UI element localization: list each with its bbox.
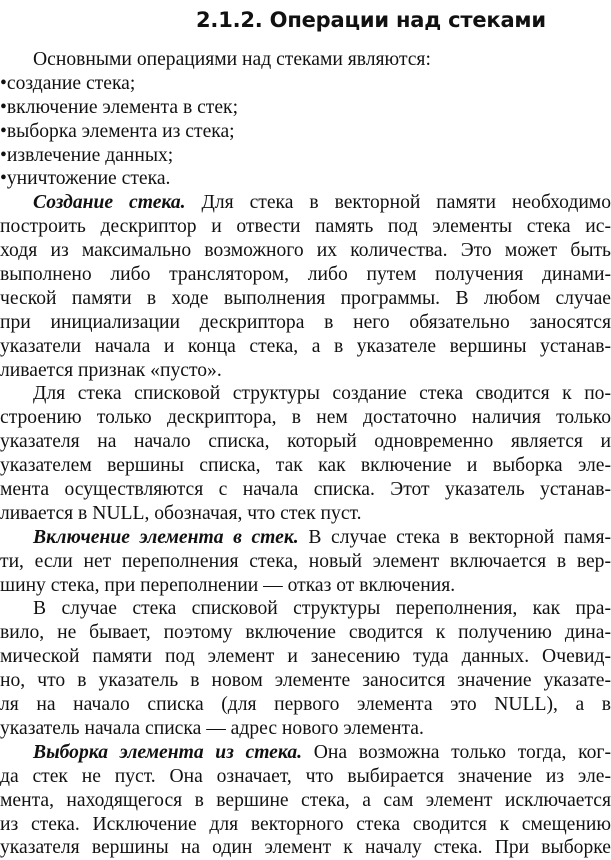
- bullet-item: [0, 144, 611, 168]
- bullet-dot: •: [0, 168, 7, 190]
- text-line: указатель начала списка — адрес нового элемента.: [0, 717, 424, 739]
- section-heading: 2.1.2. Операции над стеками: [196, 8, 546, 32]
- bullet-item: [0, 96, 611, 120]
- bullet-item: [0, 167, 611, 191]
- text-line: ливается в NULL, обозначая, что стек пуст.: [0, 502, 362, 524]
- text-line: указателя на начало списка, который одновременно является и: [0, 431, 611, 453]
- text-line: построить дескриптор и отвести память под элементы стека ис-: [0, 216, 611, 238]
- paragraph-first-line: Создание стека. Для стека в векторной памяти необходимо: [33, 192, 611, 214]
- text-line: строению только дескриптора, в нем достаточно наличия только: [0, 407, 611, 429]
- intro-line: Основными операциями над стеками являются:: [33, 49, 431, 70]
- text-line: выполнено либо транслятором, либо путем получения динами-: [0, 264, 611, 286]
- bullet-text: уничтожение стека.: [6, 168, 171, 190]
- bullet-dot: •: [0, 96, 7, 118]
- text-line: да стек не пуст. Она означает, что выбирается значение из эле-: [0, 765, 611, 787]
- text-line: вило, не бывает, поэтому включение сводится к получению дина-: [0, 622, 611, 644]
- bullet-item: [0, 72, 611, 96]
- paragraph-first-line: Для стека списковой структуры создание стека сводится к по-: [33, 383, 611, 405]
- text-line: мента осуществляются с начала списка. Этот указатель устанав-: [0, 479, 611, 501]
- text-line: мента, находящегося в вершине стека, а сам элемент исключается: [0, 789, 611, 811]
- body-text: [0, 48, 611, 860]
- bullet-dot: •: [0, 120, 7, 142]
- text-line: при инициализации дескриптора в него обязательно заносятся: [0, 311, 611, 333]
- term-push-element: Включение элемента в стек.: [33, 526, 299, 548]
- text-line: ти, если нет переполнения стека, новый элемент включается в вер-: [0, 550, 611, 572]
- text-line: ля на начало списка (для первого элемента это NULL), а в: [0, 694, 611, 716]
- bullet-text: создание стека;: [6, 72, 136, 94]
- paragraph-first-line: В случае стека списковой структуры переполнения, как пра-: [33, 598, 611, 620]
- text-line: указатели начала и конца стека, а в указателе вершины устанав-: [0, 335, 611, 357]
- text-line: ческой памяти в ходе выполнения программы. В любом случае: [0, 287, 611, 309]
- text-line: из стека. Исключение для векторного стека сводится к смещению: [0, 813, 611, 835]
- text-line: указателем вершины списка, так как включение и выборка эле-: [0, 455, 611, 477]
- bullet-text: выборка элемента из стека;: [6, 120, 235, 142]
- text-line: ходя из максимально возможного их количества. Это может быть: [0, 240, 611, 262]
- text-line: шину стека, при переполнении — отказ от включения.: [0, 574, 456, 596]
- text-line: указателя вершины на один элемент к началу стека. При выборке: [0, 837, 611, 859]
- bullet-text: включение элемента в стек;: [6, 96, 239, 118]
- text-line: ливается признак «пусто».: [0, 359, 222, 381]
- term-create-stack: Создание стека.: [33, 192, 186, 214]
- bullet-dot: •: [0, 72, 7, 94]
- paragraph-first-line: Включение элемента в стек. В случае стека в векторной памя-: [33, 526, 611, 548]
- bullet-item: [0, 120, 611, 144]
- paragraph-first-line: Выборка элемента из стека. Она возможна только тогда, ког-: [33, 741, 611, 763]
- text-line: мической памяти под элемент и занесению туда данных. Очевид-: [0, 646, 611, 668]
- bullet-text: извлечение данных;: [6, 144, 174, 166]
- bullet-dot: •: [0, 144, 7, 166]
- text-line: но, что в указатель в новом элементе заносится значение указате-: [0, 670, 611, 692]
- term-pop-element: Выборка элемента из стека.: [33, 741, 303, 763]
